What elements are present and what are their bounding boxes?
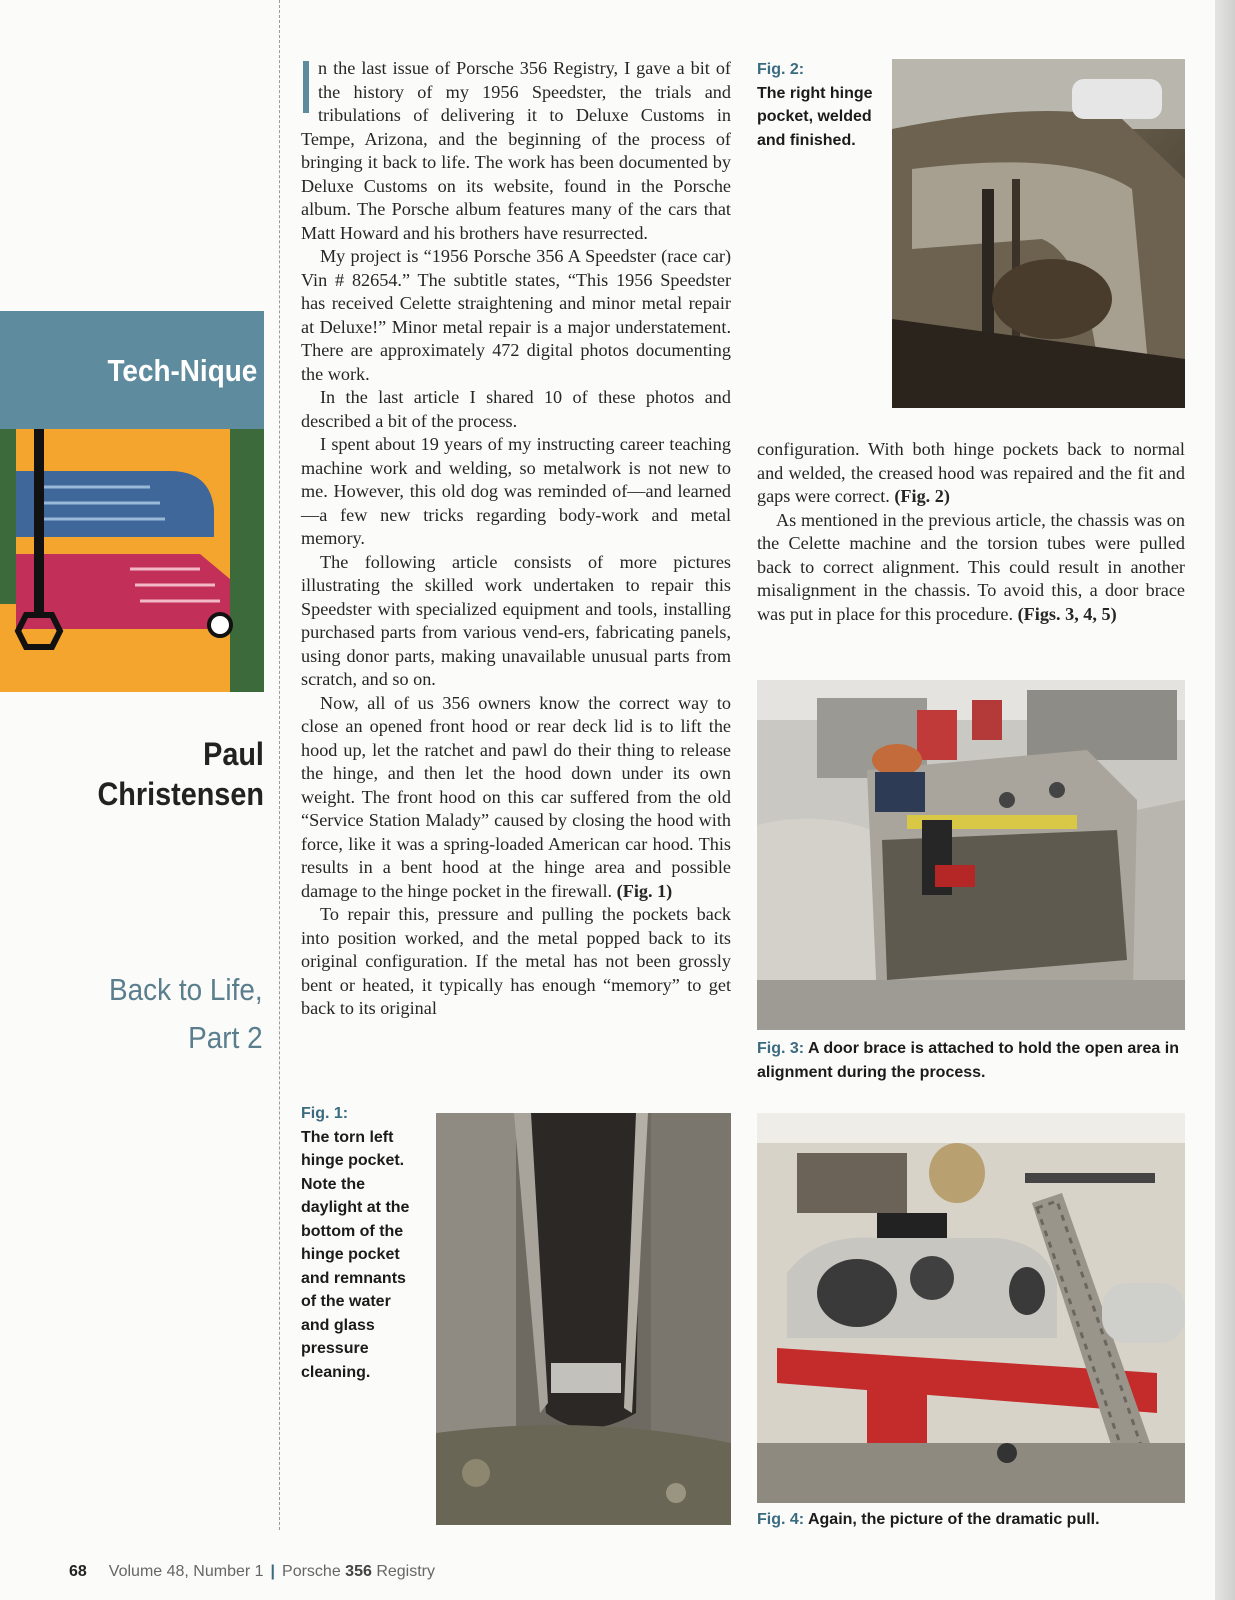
body-paragraph — [301, 57, 731, 245]
figure-2-caption — [757, 58, 885, 152]
body-paragraph — [301, 245, 731, 386]
publication-name-pre: Porsche — [282, 1563, 346, 1580]
figure-reference: (Fig. 1) — [616, 880, 673, 901]
body-paragraph — [301, 903, 731, 1021]
column-rule — [279, 0, 280, 1530]
page-edge — [1215, 0, 1235, 1600]
article-subtitle — [109, 966, 263, 1062]
footer-separator: | — [270, 1563, 276, 1580]
body-paragraph — [757, 509, 1185, 627]
paragraph-text: As mentioned in the previous article, the chassis was on the Celette machine and the torsion tubes were pulled back to correct alignment. This could result in another misalignment in the chassis. To avoid this, a door brace was put in place for this procedure. — [757, 509, 1185, 624]
author-first-name: Paul — [203, 736, 264, 772]
page-footer — [69, 1563, 435, 1581]
body-paragraph — [301, 692, 731, 904]
volume-info: Volume 48, Number 1 — [108, 1563, 264, 1580]
paragraph-text: n the last issue of Porsche 356 Registry, I gave a bit of the history of my 1956 Speedster, the trials and tribulations of delivering it to Deluxe Customs in Tempe, Arizona, and the beginning of the process of bringing it back to life. The work has been documented by Deluxe Customs on its website, found in the Porsche album. The Porsche album features many of the cars that Matt Howard and his brothers have resurrected. — [301, 58, 731, 243]
section-title: Tech-Nique — [106, 353, 257, 388]
section-header — [0, 311, 264, 429]
paragraph-text: I spent about 19 years of my instructing career teaching machine work and welding, so metalwork is not new to me. However, this old dog was reminded of—and learned—a few new tricks regarding body-work and metal memory. — [301, 434, 731, 548]
figure-4-number: Fig. 4: — [757, 1511, 805, 1528]
figure-4-caption — [757, 1508, 1185, 1532]
figure-1-text: The torn left hinge pocket. Note the daylight at the bottom of the hinge pocket and remnants of the water and glass pressure cleaning. — [301, 1128, 410, 1381]
body-column-left — [301, 57, 731, 1021]
figure-3-number: Fig. 3: — [757, 1040, 805, 1057]
figure-4-photo — [757, 1113, 1185, 1503]
figure-2-text: The right hinge pocket, welded and finished. — [757, 84, 873, 149]
body-paragraph — [757, 438, 1185, 509]
author-name — [98, 734, 264, 814]
drop-cap — [303, 61, 309, 113]
body-paragraph — [301, 386, 731, 433]
paragraph-text: In the last article I shared 10 of these photos and described a bit of the process. — [301, 387, 731, 431]
paragraph-text: To repair this, pressure and pulling the pockets back into position worked, and the metal popped back to its original configuration. If the metal has not been grossly bent or heated, it typically has enough “memory” to get back to its original — [301, 904, 731, 1018]
figure-2-photo — [892, 59, 1185, 408]
publication-name-post: Registry — [371, 1563, 435, 1580]
page-number: 68 — [69, 1563, 87, 1580]
figure-3-caption — [757, 1037, 1185, 1084]
figure-3-photo — [757, 680, 1185, 1030]
figure-4-text: Again, the picture of the dramatic pull. — [807, 1511, 1100, 1528]
figure-1-caption — [301, 1102, 417, 1384]
figure-3-text: A door brace is attached to hold the open area in alignment during the process. — [757, 1040, 1179, 1081]
section-illustration — [0, 429, 264, 692]
article-subtitle-line1: Back to Life, — [109, 972, 263, 1007]
figure-1-number: Fig. 1: — [301, 1105, 349, 1122]
body-paragraph — [301, 433, 731, 551]
paragraph-text: My project is “1956 Porsche 356 A Speedster (race car) Vin # 82654.” The subtitle states, “This 1956 Speedster has received Celette straightening and minor metal repair at Deluxe!” Minor metal repair is a major understatement. There are approximately 472 digital photos documenting the work. — [301, 246, 731, 384]
figure-1-photo — [436, 1113, 731, 1525]
paragraph-text: The following article consists of more pictures illustrating the skilled work undertaken to repair this Speedster with specialized equipment and tools, installing purchased parts from various vend-ers, fabricating panels, using donor parts, making unavailable unusual parts from scratch, and so on. — [301, 551, 731, 689]
publication-name-number: 356 — [345, 1563, 372, 1580]
figure-2-number: Fig. 2: — [757, 61, 805, 78]
body-paragraph — [301, 551, 731, 692]
article-subtitle-line2: Part 2 — [188, 1020, 263, 1055]
body-column-right — [757, 438, 1185, 626]
figure-reference: (Figs. 3, 4, 5) — [1017, 603, 1117, 624]
paragraph-text: configuration. With both hinge pockets back to normal and welded, the creased hood was repaired and the fit and gaps were correct. — [757, 439, 1185, 506]
paragraph-text: Now, all of us 356 owners know the correct way to close an opened front hood or rear deck lid is to lift the hood up, let the ratchet and pawl do their thing to release the hinge, and then let the hood down under its own weight. The front hood on this car suffered from the old “Service Station Malady” caused by closing the hood with force, like it was a spring-loaded American car hood. This results in a bent hood at the hinge area and possible damage to the hinge pocket in the firewall. — [301, 692, 731, 901]
author-last-name: Christensen — [97, 776, 264, 812]
figure-reference: (Fig. 2) — [894, 486, 950, 506]
